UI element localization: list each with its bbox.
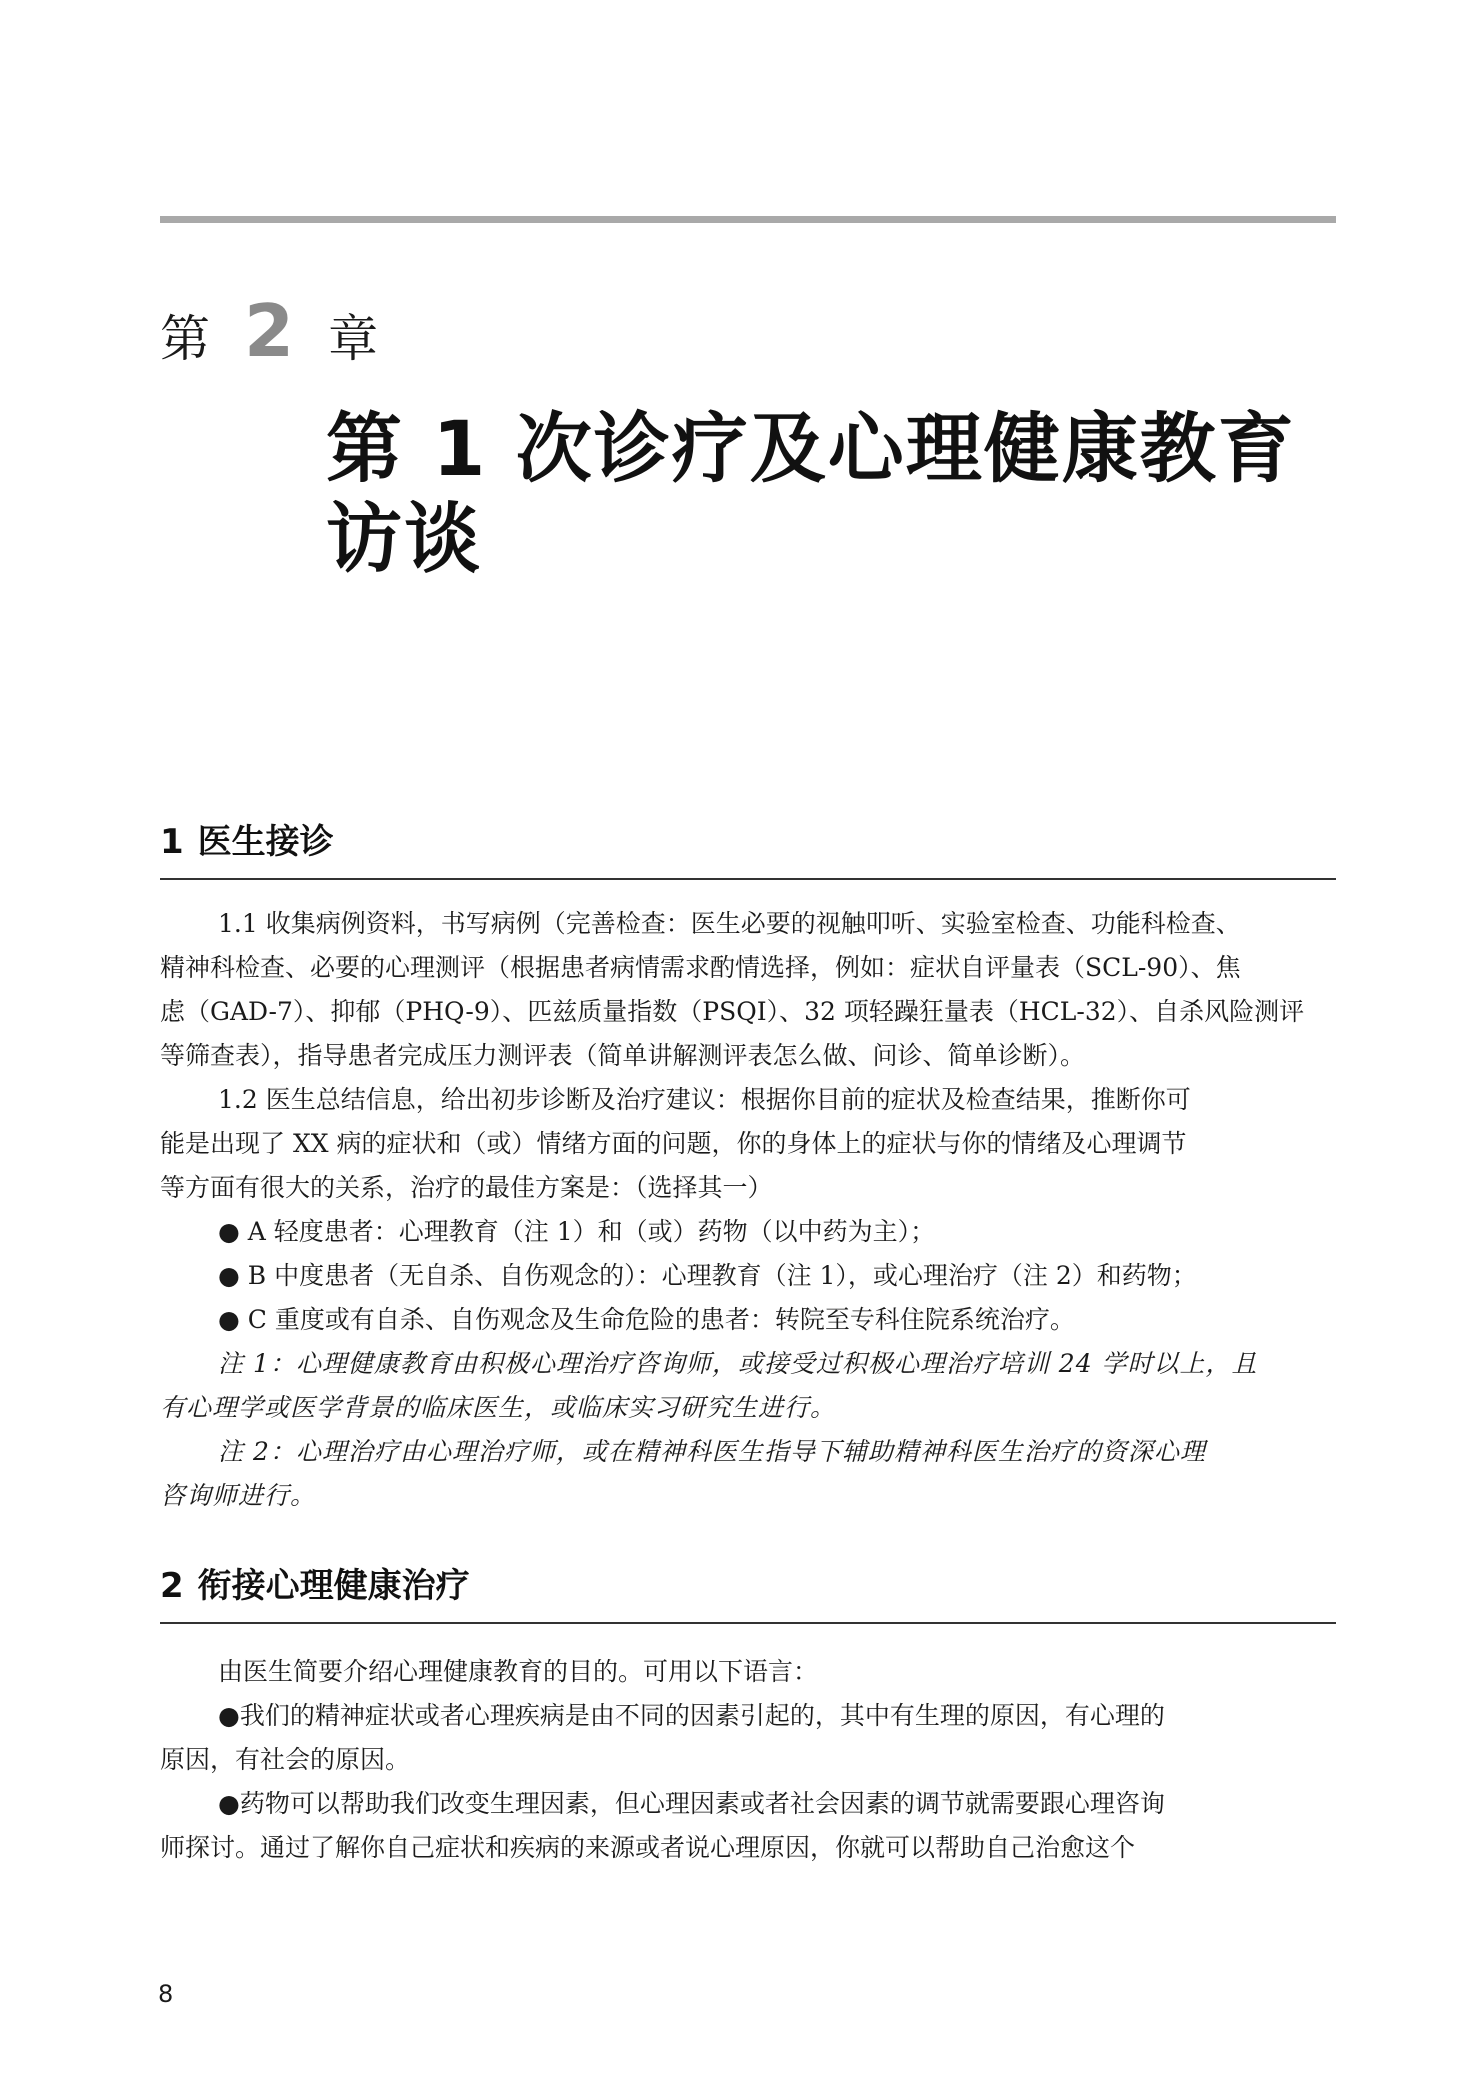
section-2-title: 衔接心理健康治疗 [197, 1566, 470, 1606]
treatment-options-list [160, 1210, 1336, 1342]
chapter-title-line-2: 访谈 [326, 494, 482, 583]
note-line: 有心理学或医学背景的临床医生，或临床实习研究生进行。 [160, 1393, 837, 1422]
chapter-number: 2 [244, 289, 295, 373]
list-item: ● B 中度患者（无自杀、自伤观念的）：心理教育（注 1），或心理治疗（注 2）和药物； [218, 1261, 1197, 1290]
note-line: 注 2：心理治疗由心理治疗师，或在精神科医生指导下辅助精神科医生治疗的资深心理 [218, 1437, 1206, 1466]
paragraph-line: ●我们的精神症状或者心理疾病是由不同的因素引起的，其中有生理的原因，有心理的 [218, 1701, 1165, 1730]
section-2-bullet-1 [160, 1694, 1336, 1782]
note-1 [160, 1342, 1336, 1430]
paragraph-line: ●药物可以帮助我们改变生理因素，但心理因素或者社会因素的调节就需要跟心理咨询 [218, 1789, 1165, 1818]
list-item: ● A 轻度患者：心理教育（注 1）和（或）药物（以中药为主）； [218, 1217, 936, 1246]
paragraph-line: 原因，有社会的原因。 [160, 1745, 411, 1774]
chapter-label-prefix: 第 [160, 310, 210, 368]
list-item: ● C 重度或有自杀、自伤观念及生命危险的患者：转院至专科住院系统治疗。 [218, 1305, 1075, 1334]
note-line: 注 1：心理健康教育由积极心理治疗咨询师，或接受过积极心理治疗培训 24 学时以上，且 [218, 1349, 1258, 1378]
paragraph-line: 能是出现了 XX 病的症状和（或）情绪方面的问题，你的身体上的症状与你的情绪及心理调节 [160, 1129, 1187, 1158]
paragraph-line: 虑（GAD-7）、抑郁（PHQ-9）、匹兹质量指数（PSQI）、32 项轻躁狂量表（HCL-32）、自杀风险测评 [160, 997, 1305, 1026]
section-2-intro [160, 1650, 1336, 1694]
section-1-number: 1 [160, 822, 184, 862]
note-line: 咨询师进行。 [160, 1481, 317, 1510]
chapter-label [160, 289, 379, 373]
paragraph-line: 精神科检查、必要的心理测评（根据患者病情需求酌情选择，例如：症状自评量表（SCL-90）、焦 [160, 953, 1241, 982]
paragraph-line: 1.2 医生总结信息，给出初步诊断及治疗建议：根据你目前的症状及检查结果，推断你可 [218, 1085, 1191, 1114]
paragraph-line: 等方面有很大的关系，治疗的最佳方案是：（选择其一） [160, 1173, 773, 1202]
chapter-top-rule [160, 216, 1336, 223]
section-1-heading [160, 820, 1336, 880]
chapter-title [326, 404, 1346, 584]
section-1-title: 医生接诊 [197, 822, 334, 862]
chapter-title-line-1: 第 1 次诊疗及心理健康教育 [326, 404, 1296, 493]
section-2-bullet-2 [160, 1782, 1336, 1870]
section-1-paragraph-1 [160, 902, 1336, 1078]
paragraph-line: 师探讨。通过了解你自己症状和疾病的来源或者说心理原因，你就可以帮助自己治愈这个 [160, 1833, 1136, 1862]
section-1-paragraph-2 [160, 1078, 1336, 1210]
paragraph-line: 1.1 收集病例资料，书写病例（完善检查：医生必要的视触叩听、实验室检查、功能科检查、 [218, 909, 1241, 938]
chapter-label-suffix: 章 [328, 310, 379, 368]
paragraph-line: 由医生简要介绍心理健康教育的目的。可用以下语言： [218, 1657, 819, 1686]
paragraph-line: 等筛查表），指导患者完成压力测评表（简单讲解测评表怎么做、问诊、简单诊断）。 [160, 1041, 1086, 1070]
section-2-number: 2 [160, 1566, 184, 1606]
section-2-heading [160, 1564, 1336, 1624]
page-number: 8 [158, 1980, 174, 2008]
note-2 [160, 1430, 1336, 1518]
